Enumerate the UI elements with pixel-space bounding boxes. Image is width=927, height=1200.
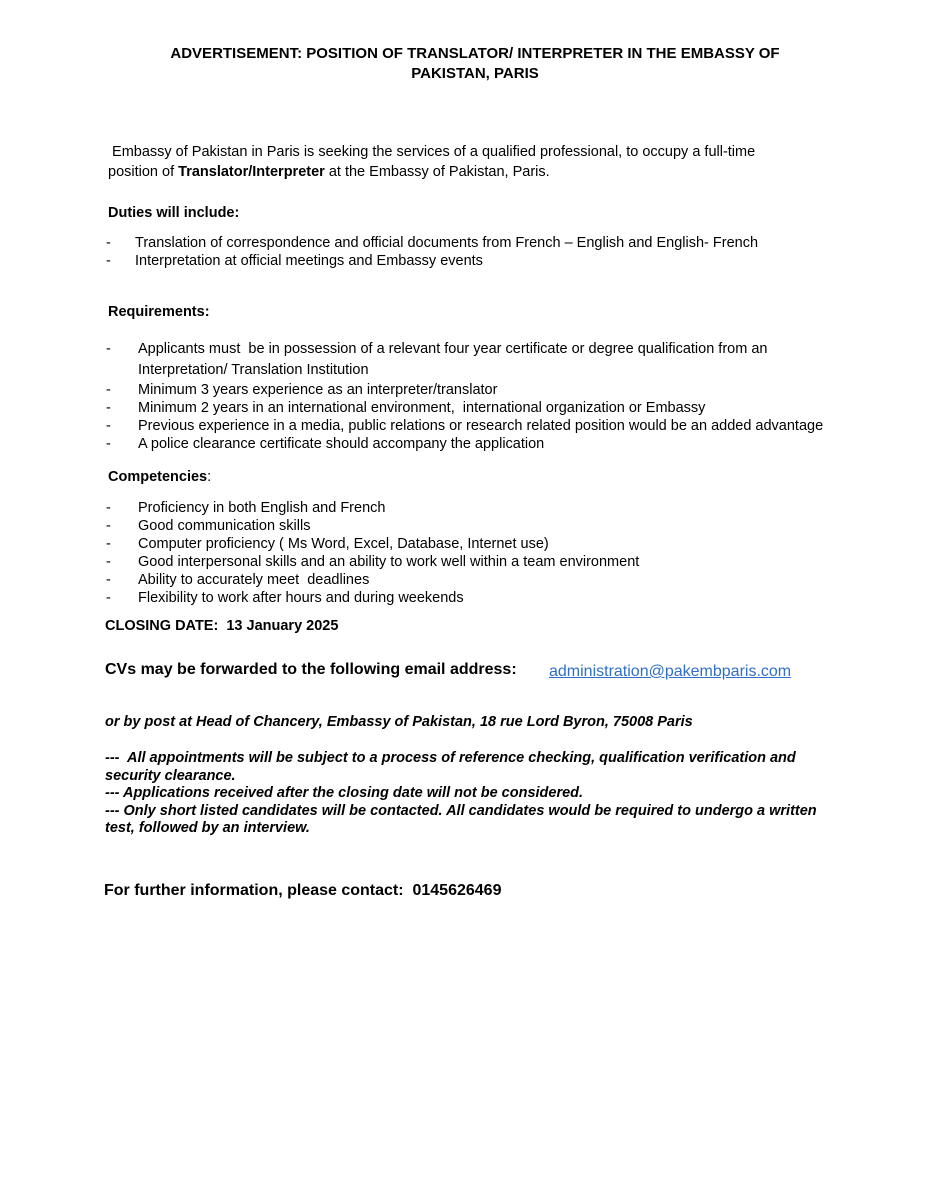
email-link[interactable]: administration@pakembparis.com: [549, 663, 792, 680]
list-item-continuation: Interpretation/ Translation Institution: [138, 362, 369, 378]
note-line: --- Applications received after the closing date will not be considered.: [105, 785, 584, 801]
competencies-list: [106, 499, 866, 607]
requirements-heading: Requirements:: [108, 304, 210, 320]
duties-heading: Duties will include:: [108, 205, 240, 221]
bullet-dash: -: [106, 341, 111, 357]
note-line: --- Only short listed candidates will be contacted. All candidates would be required to undergo a written: [105, 802, 817, 819]
list-item: - Minimum 2 years in an international environment, international organization or Embassy: [106, 400, 706, 416]
competencies-heading: Competencies:: [108, 469, 212, 485]
duties-list: [106, 234, 866, 270]
bullet-dash: -: [106, 536, 111, 552]
list-item: - Computer proficiency ( Ms Word, Excel, Database, Internet use): [106, 536, 549, 552]
bullet-dash: -: [106, 590, 111, 606]
bullet-dash: -: [106, 382, 111, 398]
bullet-dash: -: [106, 436, 111, 452]
bullet-dash: -: [106, 572, 111, 588]
list-item: - Previous experience in a media, public relations or research related position would be an added advantage: [106, 418, 824, 434]
list-item: - Good interpersonal skills and an ability to work well within a team environment: [106, 554, 640, 570]
page-title: [100, 44, 850, 84]
requirements-list: [106, 339, 866, 453]
list-item: - Interpretation at official meetings and Embassy events: [106, 253, 483, 269]
cv-instructions: CVs may be forwarded to the following email address:: [105, 661, 517, 678]
bullet-dash: -: [106, 235, 111, 251]
list-item: - A police clearance certificate should accompany the application: [106, 436, 545, 452]
contact-info: For further information, please contact: 0145626469: [104, 882, 502, 899]
position-name: Translator/Interpreter: [178, 164, 325, 180]
title-line-2: PAKISTAN, PARIS: [411, 65, 539, 82]
list-item: - Applicants must be in possession of a relevant four year certificate or degree qualification from an: [106, 339, 866, 360]
list-item: - Minimum 3 years experience as an interpreter/translator: [106, 382, 498, 398]
bullet-dash: -: [106, 518, 111, 534]
intro-line-2-end: at the Embassy of Pakistan, Paris.: [324, 164, 550, 180]
list-item: - Flexibility to work after hours and during weekends: [106, 590, 464, 606]
closing-date: CLOSING DATE: 13 January 2025: [105, 618, 339, 634]
title-line-1: ADVERTISEMENT: POSITION OF TRANSLATOR/ INTERPRETER IN THE EMBASSY OF: [170, 45, 780, 62]
list-item: - Translation of correspondence and official documents from French – English and English- French: [106, 235, 759, 251]
note-line: test, followed by an interview.: [105, 820, 310, 836]
bullet-dash: -: [106, 253, 111, 269]
postal-address: or by post at Head of Chancery, Embassy of Pakistan, 18 rue Lord Byron, 75008 Paris: [105, 714, 693, 730]
list-item: - Good communication skills: [106, 518, 311, 534]
bullet-dash: -: [106, 400, 111, 416]
note-line: --- All appointments will be subject to a process of reference checking, qualification verification and: [105, 750, 796, 766]
notes-block: [105, 750, 865, 838]
intro-line-1: Embassy of Pakistan in Paris is seeking the services of a qualified professional, to occupy a full-time: [108, 144, 756, 160]
intro-paragraph: [108, 142, 868, 182]
list-item: - Proficiency in both English and French: [106, 500, 386, 516]
bullet-dash: -: [106, 418, 111, 434]
list-item: - Ability to accurately meet deadlines: [106, 572, 370, 588]
intro-line-2: [108, 162, 868, 182]
bullet-dash: -: [106, 500, 111, 516]
note-line: security clearance.: [105, 767, 236, 784]
intro-line-2-start: position of: [108, 164, 179, 180]
bullet-dash: -: [106, 554, 111, 570]
